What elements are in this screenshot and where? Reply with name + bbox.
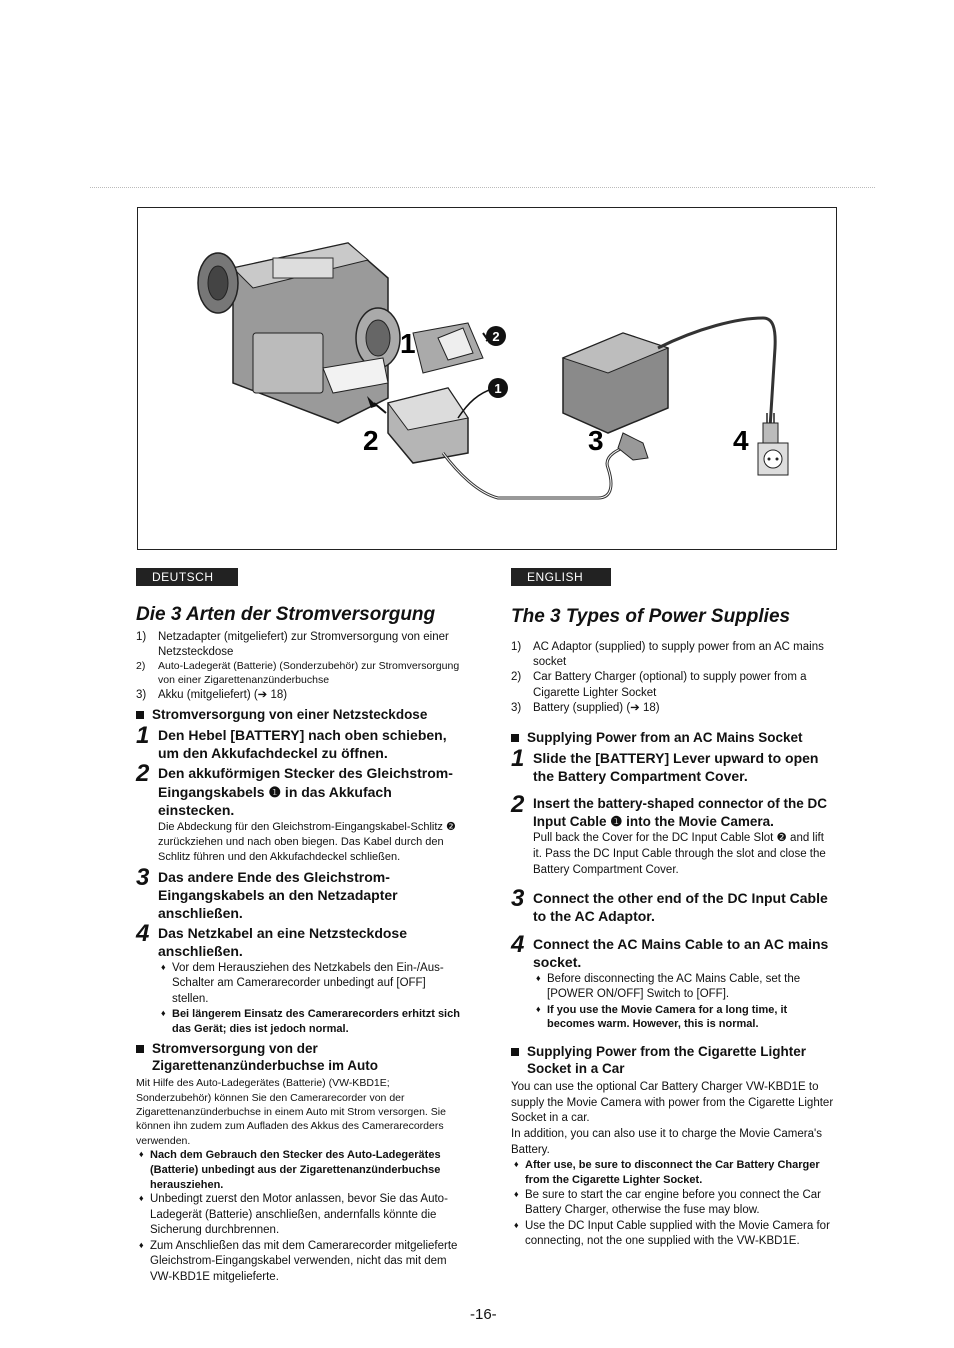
step-number: 3 [136,863,150,891]
language-bar-german: DEUTSCH [136,568,238,586]
german-step-4: 4 Das Netzkabel an eine Netzsteckdose anschließen. ♦ Vor dem Herausziehen des Netzkabels den Ein-/Aus-Schalter am Camerarecorder unbedingt auf [OFF] stellen. ♦ Bei längerem Einsatz des Camerarecorders erhitzt sich das Gerät; dies ist jedoch normal. [136,924,461,1037]
mains-socket-drawing [758,413,788,475]
step-number: 3 [511,884,525,912]
step-label-1: 1 [400,328,416,359]
step-label-4: 4 [733,425,749,456]
german-step-1: 1 Den Hebel [BATTERY] nach oben schieben, um den Akkufachdeckel zu öffnen. [136,722,447,762]
german-note: ♦ Zum Anschließen das mit dem Camerarecorder mitgelieferte Gleichstrom-Eingangskabel verwenden, nicht das mit dem VW-KBD1E mitgelieferte. [136,1239,461,1286]
english-note-bold: ♦ After use, be sure to disconnect the Car Battery Charger from the Cigarette Lighter Socket. [511,1158,836,1188]
list-item: 3) Battery (supplied) (➔ 18) [511,701,660,714]
step-number: 2 [511,791,525,819]
german-note: ♦ Vor dem Herausziehen des Netzkabels den Ein-/Aus-Schalter am Camerarecorder unbedingt auf [OFF] stellen. [158,961,461,1008]
english-step-4: 4 Connect the AC Mains Cable to an AC mains socket. ♦ Before disconnecting the AC Mains Cable, set the [POWER ON/OFF] Switch to [OFF]. ♦ If you use the Movie Camera for a long time, it becomes warm. However, this is normal. [511,935,836,1032]
english-note: ♦ Be sure to start the car engine before you connect the Car Battery Charger, otherwise the fuse may blow. [511,1188,836,1219]
power-supply-illustration [137,207,837,550]
step-label-2: 2 [363,425,379,456]
english-car-paragraph: You can use the optional Car Battery Charger VW-KBD1E to supply the Movie Camera with power from the Cigarette Lighter Socket in a car. [511,1081,834,1125]
list-item: 1) AC Adaptor (supplied) to supply power from an AC mains socket [511,641,824,669]
english-step-2: 2 Insert the battery-shaped connector of the DC Input Cable ❶ into the Movie Camera. Pull back the Cover for the DC Input Cable Slot ❷ and lift it. Pass the DC Input Cable through the slot and close the Battery Compartment Cover. [511,791,828,876]
callout-1-label: 1 [494,381,502,396]
list-item: 2) Auto-Ladegerät (Batterie) (Sonderzubehör) zur Stromversorgung von einer Zigarettenanzünderbuchse [136,660,460,687]
camera-drawing [198,243,400,423]
ac-cable-line [658,318,775,428]
illustration-svg [138,208,836,549]
step-label-3: 3 [588,425,604,456]
callout-2-label: 2 [492,329,500,344]
step-number: 1 [511,744,525,772]
german-car-paragraph: Mit Hilfe des Auto-Ladegerätes (Batterie) (VW-KBD1E; Sonderzubehör) können Sie den Camerarecorder von der Zigarettenanzünderbuchse in einem Auto mit Strom versorgen. Sie können ihn zudem zum Aufladen des Akkus des Camerarecorders verwenden. [136,1077,446,1147]
english-car-paragraph-2: In addition, you can also use it to charge the Movie Camera's Battery. [511,1127,822,1156]
german-column [136,568,461,1285]
english-column [511,568,836,1250]
german-note: ♦ Unbedingt zuerst den Motor anlassen, bevor Sie das Auto-Ladegerät (Batterie) anschließen, andernfalls könnte die Sicherung durchbrennen. [136,1192,461,1239]
english-step-1: 1 Slide the [BATTERY] Lever upward to open the Battery Compartment Cover. [511,744,819,784]
ac-adaptor-drawing [563,333,668,460]
slot-cover-drawing [413,323,490,373]
language-bar-english: ENGLISH [511,568,611,586]
german-title: Die 3 Arten der Stromversorgung [136,604,436,625]
english-note: ♦ Before disconnecting the AC Mains Cable, set the [POWER ON/OFF] Switch to [OFF]. [533,972,836,1003]
page-number: -16- [470,1306,497,1323]
english-note: ♦ Use the DC Input Cable supplied with the Movie Camera for connecting, not the one supplied with the VW-KBD1E. [511,1219,836,1250]
scan-line [90,187,875,188]
english-section-car: Supplying Power from the Cigarette Lighter Socket in a Car [511,1044,836,1078]
step-number: 2 [136,760,150,788]
english-supply-list [511,640,836,716]
german-step-2: 2 Den akkuförmigen Stecker des Gleichstrom-Eingangskabels ❶ in das Akkufach einstecken. Die Abdeckung für den Gleichstrom-Eingangskabel-Schlitz ❷ zurückziehen und nach oben biegen. Das Kabel durch den Schlitz führen und den Akkufachdeckel schließen. [136,760,456,864]
list-item: 1) Netzadapter (mitgeliefert) zur Stromversorgung von einer Netzsteckdose [136,631,449,659]
german-step-3: 3 Das andere Ende des Gleichstrom-Eingangskabels an den Netzadapter anschließen. [136,863,398,921]
english-title: The 3 Types of Power Supplies [511,606,791,627]
list-item: 2) Car Battery Charger (optional) to supply power from a Cigarette Lighter Socket [511,671,807,699]
step-number: 4 [511,931,525,959]
german-note-bold: ♦ Bei längerem Einsatz des Camerarecorders erhitzt sich das Gerät; dies ist jedoch normal. [158,1007,461,1037]
german-section-car: Stromversorgung von der Zigarettenanzünderbuchse im Auto [136,1041,461,1075]
german-supply-list [136,630,461,703]
step-number: 1 [136,722,150,750]
english-section-mains: Supplying Power from an AC Mains Socket [511,730,836,747]
german-note-bold: ♦ Nach dem Gebrauch den Stecker des Auto-Ladegerätes (Batterie) unbedingt aus der Zigarettenanzünderbuchse herausziehen. [136,1148,461,1193]
list-item: 3) Akku (mitgeliefert) (➔ 18) [136,689,288,702]
step-number: 4 [136,920,150,948]
english-step-3: 3 Connect the other end of the DC Input Cable to the AC Adaptor. [511,884,828,924]
english-note-bold: ♦ If you use the Movie Camera for a long time, it becomes warm. However, this is normal. [533,1003,836,1033]
german-section-mains: Stromversorgung von einer Netzsteckdose [136,707,461,724]
